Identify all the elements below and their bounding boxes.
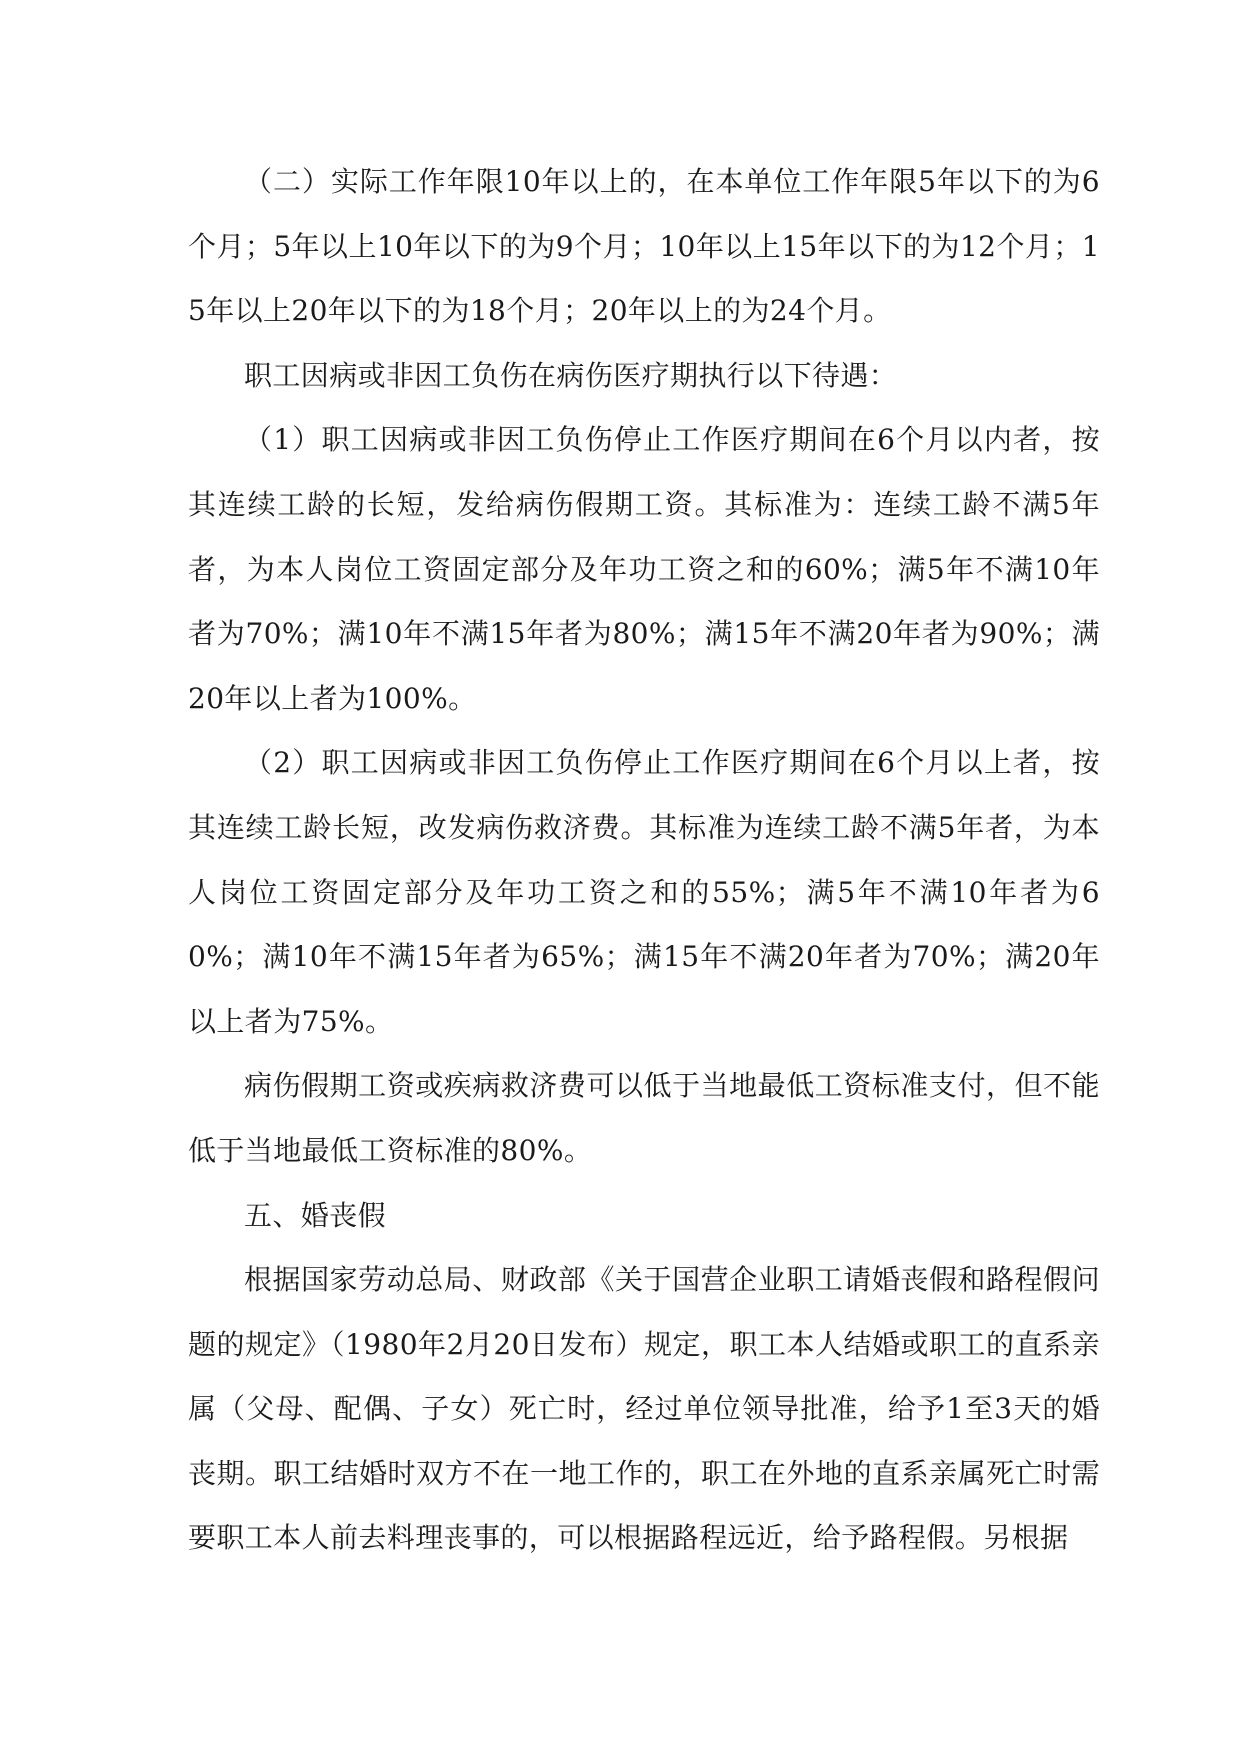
- paragraph-sick-leave-intro: 职工因病或非因工负伤在病伤医疗期执行以下待遇：: [244, 358, 898, 392]
- document-body: [188, 150, 1100, 1571]
- paragraph-sick-leave-within-6-months: （1）职工因病或非因工负伤停止工作医疗期间在6个月以内者，按其连续工龄的长短，发给病伤假期工资。其标准为：连续工龄不满5年者，为本人岗位工资固定部分及年功工资之和的60%；满5年不满10年者为70%；满10年不满15年者为80%；满15年不满20年者为90%；满20年以上者为100%。: [188, 423, 1100, 715]
- section-heading-marriage-funeral-leave: 五、婚丧假: [244, 1198, 387, 1232]
- paragraph-work-years: （二）实际工作年限10年以上的，在本单位工作年限5年以下的为6个月；5年以上10年以下的为9个月；10年以上15年以下的为12个月；15年以上20年以下的为18个月；20年以上的为24个月。: [188, 165, 1100, 328]
- paragraph-minimum-wage: 病伤假期工资或疾病救济费可以低于当地最低工资标准支付，但不能低于当地最低工资标准的80%。: [188, 1069, 1100, 1167]
- paragraph-marriage-funeral-rules: 根据国家劳动总局、财政部《关于国营企业职工请婚丧假和路程假问题的规定》（1980年2月20日发布）规定，职工本人结婚或职工的直系亲属（父母、配偶、子女）死亡时，经过单位领导批准，给予1至3天的婚丧期。职工结婚时双方不在一地工作的，职工在外地的直系亲属死亡时需要职工本人前去料理丧事的，可以根据路程远近，给予路程假。另根据: [188, 1263, 1100, 1555]
- paragraph-sick-leave-over-6-months: （2）职工因病或非因工负伤停止工作医疗期间在6个月以上者，按其连续工龄长短，改发病伤救济费。其标准为连续工龄不满5年者，为本人岗位工资固定部分及年功工资之和的55%；满5年不满10年者为60%；满10年不满15年者为65%；满15年不满20年者为70%；满20年以上者为75%。: [188, 746, 1100, 1038]
